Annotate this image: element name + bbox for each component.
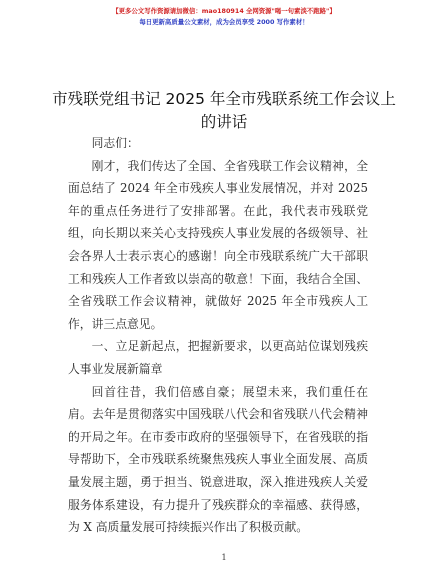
document-body xyxy=(68,132,368,539)
promo-banner xyxy=(0,6,448,28)
page-number: 1 xyxy=(221,553,227,562)
section-heading-1: 一、立足新起点，把握新要求，以更高站位谋划残疾人事业发展新篇章 xyxy=(68,339,368,376)
paragraph-opening: 刚才，我们传达了全国、全省残联工作会议精神，全面总结了 2024 年全市残疾人事业发展情况，并对 2025 年的重点任务进行了安排部署。在此，我代表市残联党组，向长期以来关心支持残疾人事业发展的各级领导、社会各界人士表示衷心的感谢！向全市残联系统广大干部职工和残疾人工作者致以崇高的敬意！下面，我结合全国、全省残联工作会议精神，就做好 2025 年全市残疾人工作，讲三点意见。 xyxy=(68,158,368,331)
promo-line-2: 每日更新高质量公文素材，成为会员享受 2000 写作素材！ xyxy=(139,18,309,26)
document-title: 市残联党组书记 2025 年全市残联系统工作会议上的讲话 xyxy=(52,90,396,131)
promo-line-1: 【更多公文写作资源请加微信：mao180914 全网资源"喝一句素淡不跑路"】 xyxy=(112,7,336,15)
greeting: 同志们： xyxy=(91,136,139,150)
paragraph-review: 回首往昔，我们倍感自豪；展望未来，我们重任在肩。去年是贯彻落实中国残联八代会和省残联八代会精神的开局之年。在市委市政府的坚强领导下，在省残联的指导帮助下，全市残联系统聚焦残疾人事业全面发展、高质量发展主题，勇于担当、锐意进取，深入推进残疾人关爱服务体系建设，有力提升了残疾群众的幸福感、获得感，为 X 高质量发展可持续振兴作出了积极贡献。 xyxy=(68,384,368,535)
